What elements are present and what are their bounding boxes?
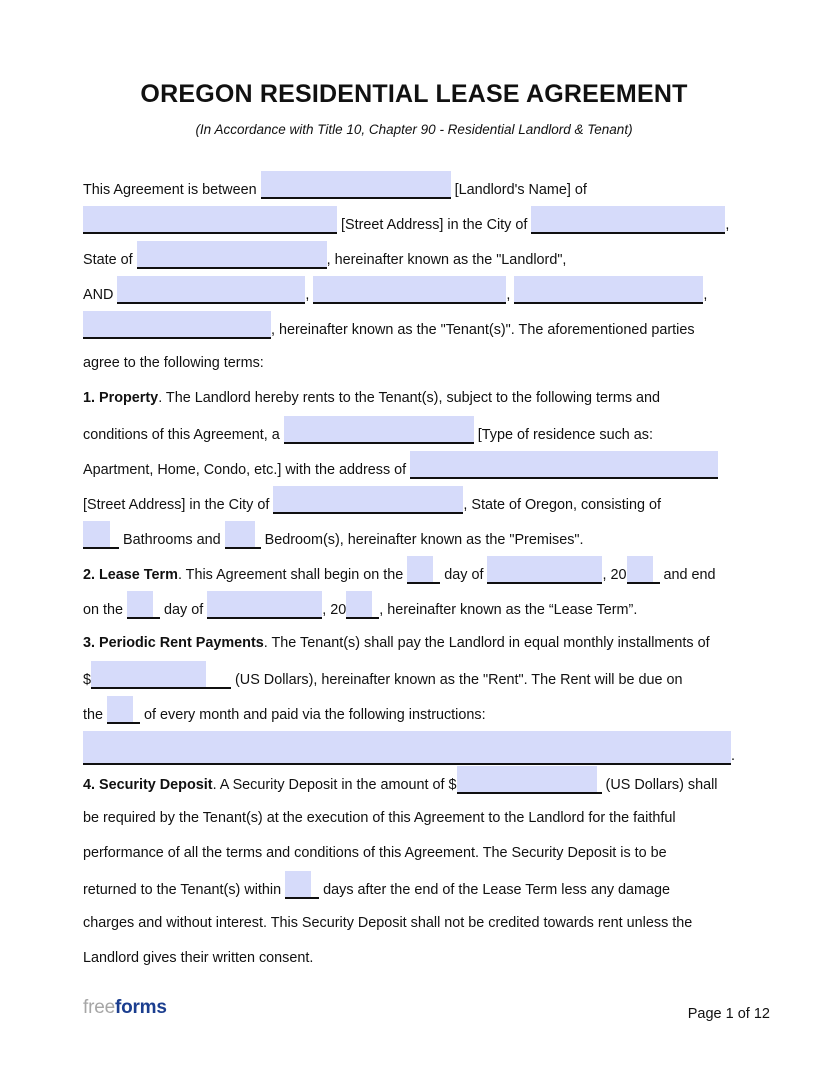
field-highlight — [346, 591, 372, 617]
document-line — [83, 346, 751, 381]
lease-start-month-field[interactable] — [487, 556, 602, 584]
document-line — [83, 906, 751, 941]
document-line — [83, 941, 751, 976]
field-highlight — [285, 871, 311, 897]
text-run: of every month and paid via the following instructions: — [140, 707, 486, 723]
page-subtitle: (In Accordance with Title 10, Chapter 90 - Residential Landlord & Tenant) — [195, 122, 633, 137]
document-line — [83, 766, 751, 801]
deposit-return-days-field[interactable] — [285, 871, 319, 899]
text-run: , — [305, 287, 314, 303]
text-run: , 20 — [602, 567, 627, 583]
field-highlight — [127, 591, 153, 617]
text-run: . — [731, 748, 735, 764]
tenant-2-name-field[interactable] — [313, 276, 506, 304]
document-line — [83, 591, 751, 626]
text-run: [Type of residence such as: — [473, 427, 653, 443]
text-run: This Agreement is between — [83, 182, 261, 198]
tenant-1-name-field[interactable] — [117, 276, 305, 304]
text-run: day of — [160, 602, 208, 618]
document-line — [83, 556, 751, 591]
field-highlight — [83, 731, 731, 763]
text-run: , — [703, 287, 708, 303]
field-highlight — [225, 521, 255, 547]
premises-street-address-field[interactable] — [410, 451, 718, 479]
document-line — [83, 171, 751, 206]
text-run: Bedroom(s), hereinafter known as the "Premises". — [260, 532, 584, 548]
field-highlight — [531, 206, 725, 232]
field-highlight — [284, 416, 474, 442]
text-run: days after the end of the Lease Term less any damage — [319, 882, 671, 898]
landlord-city-field[interactable] — [531, 206, 725, 234]
section-heading: 2. Lease Term — [83, 567, 178, 583]
text-run: [Street Address] in the City of — [83, 497, 274, 513]
text-run: , State of Oregon, consisting of — [463, 497, 661, 513]
security-deposit-amount-field[interactable] — [457, 766, 602, 794]
text-run: and end — [659, 567, 716, 583]
document-line — [83, 276, 751, 311]
text-run: performance of all the terms and conditions of this Agreement. The Security Deposit is to be — [83, 845, 667, 861]
text-run: , hereinafter known as the “Lease Term”. — [379, 602, 638, 618]
document-line — [83, 311, 751, 346]
text-run: (US Dollars) shall — [601, 777, 718, 793]
document-line — [83, 241, 751, 276]
field-highlight — [487, 556, 602, 582]
text-run: day of — [440, 567, 488, 583]
text-run: agree to the following terms: — [83, 355, 264, 371]
field-highlight — [117, 276, 305, 302]
payment-instructions-field[interactable] — [83, 731, 731, 765]
page-number: Page 1 of 12 — [687, 1006, 770, 1022]
field-highlight — [457, 766, 597, 792]
field-highlight — [410, 451, 718, 477]
field-highlight — [83, 206, 337, 232]
residence-type-field[interactable] — [284, 416, 474, 444]
field-highlight — [273, 486, 463, 512]
lease-start-day-field[interactable] — [407, 556, 440, 584]
document-line — [83, 836, 751, 871]
bathrooms-count-field[interactable] — [83, 521, 119, 549]
document-line — [83, 731, 751, 766]
text-run: . The Landlord hereby rents to the Tenant(s), subject to the following terms and — [158, 390, 661, 406]
lease-start-year-field[interactable] — [627, 556, 660, 584]
text-run: State of — [83, 252, 137, 268]
document-line — [83, 451, 751, 486]
text-run: returned to the Tenant(s) within — [83, 882, 286, 898]
rent-due-day-field[interactable] — [107, 696, 140, 724]
text-run: Apartment, Home, Condo, etc.] with the address of — [83, 462, 411, 478]
text-run: , hereinafter known as the "Landlord", — [326, 252, 567, 268]
text-run: Bathrooms and — [119, 532, 225, 548]
field-highlight — [627, 556, 653, 582]
landlord-street-address-field[interactable] — [83, 206, 337, 234]
landlord-state-field[interactable] — [137, 241, 327, 269]
text-run: , — [725, 217, 730, 233]
field-highlight — [137, 241, 327, 267]
text-run: the — [83, 707, 108, 723]
text-run: (US Dollars), hereinafter known as the "Rent". The Rent will be due on — [231, 672, 683, 688]
text-run: [Street Address] in the City of — [337, 217, 532, 233]
page-title: OREGON RESIDENTIAL LEASE AGREEMENT — [140, 80, 688, 108]
field-highlight — [91, 661, 206, 687]
text-run: on the — [83, 602, 128, 618]
field-highlight — [107, 696, 133, 722]
document-line — [83, 206, 751, 241]
premises-city-field[interactable] — [273, 486, 463, 514]
bedrooms-count-field[interactable] — [225, 521, 261, 549]
freeforms-logo — [83, 997, 167, 1019]
text-run: be required by the Tenant(s) at the execution of this Agreement to the Landlord for the faithful — [83, 810, 676, 826]
text-run: [Landlord's Name] of — [450, 182, 587, 198]
field-highlight — [207, 591, 322, 617]
field-highlight — [313, 276, 506, 302]
text-run: . The Tenant(s) shall pay the Landlord in equal monthly installments of — [263, 635, 710, 651]
logo-text-forms: forms — [114, 997, 167, 1018]
document-line — [83, 381, 751, 416]
text-run: , — [506, 287, 515, 303]
document-body — [83, 171, 751, 976]
text-run: Landlord gives their written consent. — [83, 950, 314, 966]
document-line — [83, 801, 751, 836]
text-run: AND — [83, 287, 118, 303]
field-highlight — [83, 521, 110, 547]
text-run: . This Agreement shall begin on the — [177, 567, 408, 583]
field-highlight — [83, 311, 271, 337]
document-line — [83, 416, 751, 451]
text-run: , 20 — [322, 602, 347, 618]
document-line — [83, 486, 751, 521]
section-heading: 1. Property — [83, 390, 159, 406]
tenant-4-name-field[interactable] — [83, 311, 271, 339]
document-line — [83, 661, 751, 696]
field-highlight — [514, 276, 703, 302]
lease-end-year-field[interactable] — [346, 591, 379, 619]
document-line — [83, 871, 751, 906]
logo-text-free: free — [83, 997, 115, 1018]
document-line — [83, 626, 751, 661]
text-run: $ — [83, 672, 92, 688]
landlord-name-field[interactable] — [261, 171, 451, 199]
text-run: charges and without interest. This Security Deposit shall not be credited towards rent unless the — [83, 915, 693, 931]
tenant-3-name-field[interactable] — [514, 276, 703, 304]
lease-end-month-field[interactable] — [207, 591, 322, 619]
section-heading: 4. Security Deposit — [83, 777, 213, 793]
document-line — [83, 696, 751, 731]
field-highlight — [407, 556, 433, 582]
rent-amount-field[interactable] — [91, 661, 231, 689]
lease-end-day-field[interactable] — [127, 591, 160, 619]
document-line — [83, 521, 751, 556]
text-run: . A Security Deposit in the amount of $ — [212, 777, 457, 793]
field-highlight — [261, 171, 451, 197]
section-heading: 3. Periodic Rent Payments — [83, 635, 264, 651]
text-run: conditions of this Agreement, a — [83, 427, 284, 443]
text-run: , hereinafter known as the "Tenant(s)". The aforementioned parties — [271, 322, 695, 338]
